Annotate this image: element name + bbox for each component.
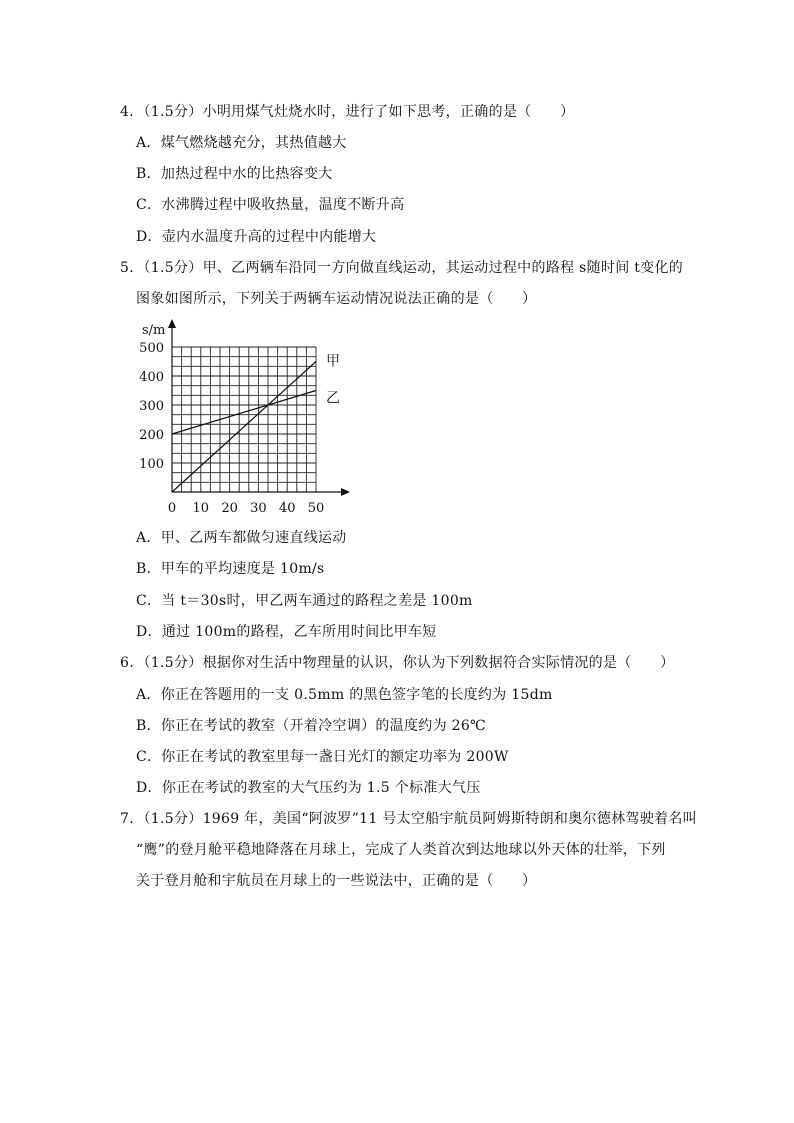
x-tick-label: 0 [167,501,177,516]
question-6-option-d: D．你正在考试的教室的大气压约为 1.5 个标准大气压 [136,780,481,796]
x-axis-arrow-icon [341,488,350,496]
question-5-stem-line-2: 图象如图所示，下列关于两辆车运动情况说法正确的是（ ） [136,291,537,307]
question-6-option-a: A．你正在答题用的一支 0.5mm 的黑色签字笔的长度约为 15dm [136,687,553,703]
y-tick-label: 500 [139,341,164,356]
y-tick-label: 400 [139,370,164,385]
question-7-stem-line-3: 关于登月舱和宇航员在月球上的一些说法中，正确的是（ ） [136,873,537,889]
x-tick-label: 50 [307,501,325,516]
y-tick-label: 200 [139,428,164,443]
question-5-option-a: A．甲、乙两车都做匀速直线运动 [136,530,347,546]
distance-time-chart [136,318,376,518]
y-tick-label: 100 [139,457,164,472]
question-5-option-b: B．甲车的平均速度是 10m/s [136,561,325,577]
question-7-stem-line-1: 7．（1.5分）1969 年，美国“阿波罗”11 号太空船宇航员阿姆斯特朗和奥尔德林驾驶着名叫 [120,811,697,827]
question-6-stem: 6．（1.5分）根据你对生活中物理量的认识，你认为下列数据符合实际情况的是（ ） [120,655,675,671]
question-4-option-d: D．壶内水温度升高的过程中内能增大 [136,229,377,245]
question-4-option-b: B．加热过程中水的比热容变大 [136,166,333,182]
question-5-stem-line-1: 5．（1.5分）甲、乙两辆车沿同一方向做直线运动，其运动过程中的路程 s随时间 t变化的 [120,260,684,276]
series-label-yi: 乙 [326,390,340,407]
question-4-option-c: C．水沸腾过程中吸收热量，温度不断升高 [136,197,405,213]
x-tick-label: 40 [278,501,296,516]
question-7-stem-line-2: “鹰”的登月舱平稳地降落在月球上，完成了人类首次到达地球以外天体的壮举，下列 [136,842,666,858]
series-label-jia: 甲 [326,353,340,370]
question-6-option-b: B．你正在考试的教室（开着冷空调）的温度约为 26℃ [136,718,487,734]
question-4-stem: 4．（1.5分）小明用煤气灶烧水时，进行了如下思考，正确的是（ ） [120,104,575,120]
x-tick-label: 20 [221,501,238,516]
x-tick-label: 30 [250,501,267,516]
question-5-option-c: C．当 t＝30s时，甲乙两车通过的路程之差是 100m [136,593,473,609]
question-6-option-c: C．你正在考试的教室里每一盏日光灯的额定功率为 200W [136,749,509,765]
x-tick-label: 10 [192,501,210,516]
y-axis-arrow-icon [168,319,176,328]
y-axis-label: s/m [142,323,166,338]
question-5-option-d: D．通过 100m的路程，乙车所用时间比甲车短 [136,624,437,640]
y-tick-label: 300 [139,399,164,414]
question-4-option-a: A．煤气燃烧越充分，其热值越大 [136,135,347,151]
